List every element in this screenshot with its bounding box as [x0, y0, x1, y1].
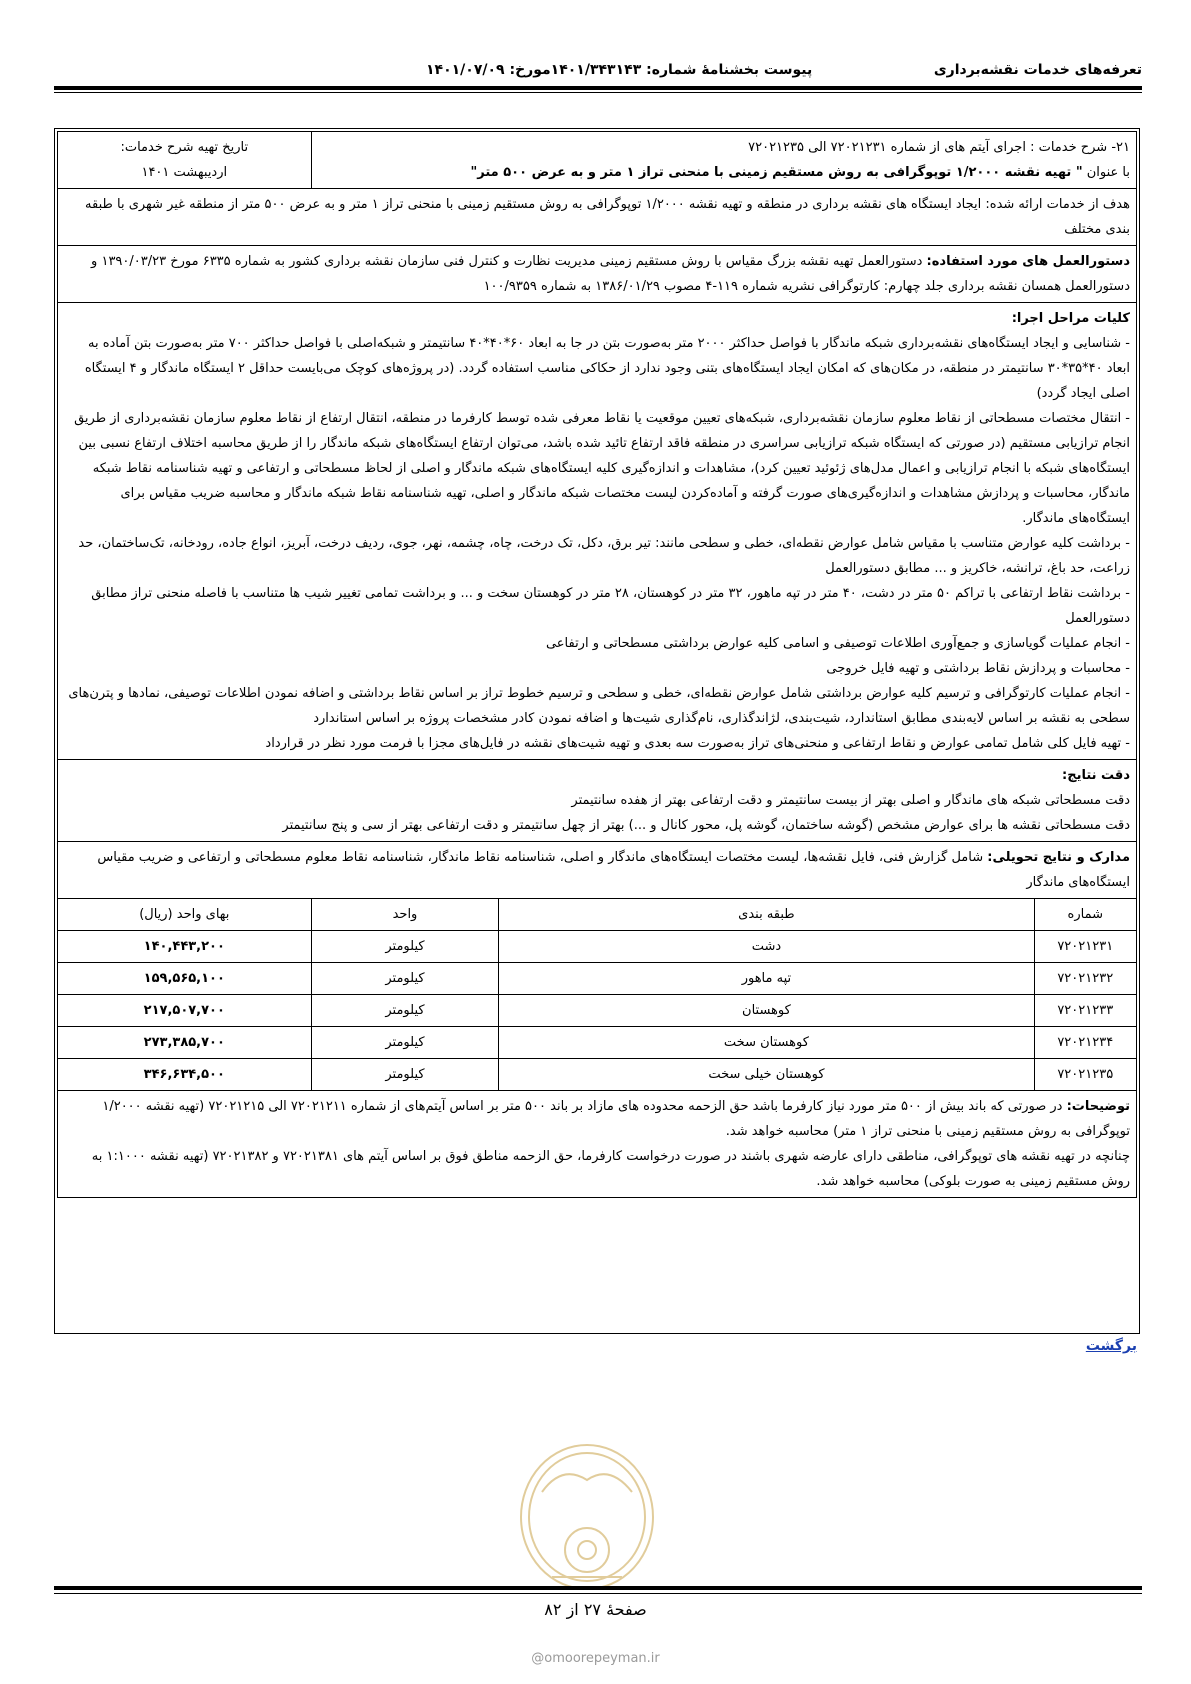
- notes-row: [58, 1091, 1137, 1198]
- tariff-table: [57, 131, 1137, 1198]
- step-item: - برداشت نقاط ارتفاعی با تراکم ۵۰ متر در دشت، ۴۰ متر در تپه ماهور، ۳۲ متر در کوهستان، ۲۸ متر در کوهستان سخت و ... و برداشت تمامی تغییر شیب ها متناسب با فاصله منحنی تراز مطابق دستورالعمل: [91, 586, 1130, 626]
- step-item: - تهیه فایل کلی شامل تمامی عوارض و نقاط ارتفاعی و منحنی‌های تراز به‌صورت سه بعدی و تهیه شیت‌های نقشه در فایل‌های مجزا با فرمت مورد نظر در قرارداد: [265, 736, 1130, 751]
- item-class: کوهستان خیلی سخت: [499, 1059, 1034, 1091]
- instructions-cell: [58, 246, 1137, 303]
- service-title: " تهیه نقشه ۱/۲۰۰۰ توپوگرافی به روش مستقیم زمینی با منحنی تراز ۱ متر و به عرض ۵۰۰ متر": [470, 165, 1083, 180]
- item-unit: کیلومتر: [311, 1027, 499, 1059]
- steps-title: کلیات مراحل اجرا:: [1011, 311, 1130, 326]
- service-description: [311, 132, 1136, 189]
- header-attachment: پیوست بخشنامهٔ شماره: ۱۴۰۱/۳۴۳۱۴۳مورخ: ۱۴۰۱/۰۷/۰۹: [426, 62, 813, 78]
- step-item: - انتقال مختصات مسطحاتی از نقاط معلوم سازمان نقشه‌برداری، شبکه‌های تعیین موقعیت یا نقاط معرفی شده توسط کارفرما در منطقه، انتقال ارتفاع از نقاط معلوم سازمان نقشه‌برداری از طریق انجام ترازیابی مستقیم (در صورتی که ایستگاه شبکه ترازیابی سراسری در منطقه فاقد ارتفاع تائید شده باشد، می‌توان ارتفاع ایستگاه‌های شبکه ماندگار را از طریق محاسبه اختلاف ارتفاع نسبی بین ایستگاه‌های شبکه با انجام ترازیابی و اعمال مدل‌های ژئوئید تعیین کرد)، مشاهدات و اندازه‌گیری کلیه ایستگاه‌های شبکه ماندگار و اصلی از لحاظ مسطحاتی و ارتفاعی و تهیه شناسنامه نقاط شبکه ماندگار، محاسبات و پردازش مشاهدات و اندازه‌گیری‌های صورت گرفته و آماده‌کردن لیست مختصات شبکه ماندگار و اصلی، تهیه شناسنامه نقاط شبکه ماندگار و محاسبه ضریب مقیاس برای ایستگاه‌های ماندگار.: [74, 411, 1130, 526]
- item-price: ۱۵۹,۵۶۵,۱۰۰: [58, 963, 312, 995]
- instructions-text: دستورالعمل تهیه نقشه بزرگ مقیاس با روش مستقیم زمینی مدیریت نظارت و کنترل فنی سازمان نقشه برداری کشور به شماره ۶۳۳۵ مورخ ۱۳۹۰/۰۳/۲۳ و دستورالعمل همسان نقشه برداری جلد چهارم: کارتوگرافی نشریه شماره ۱۱۹-۴ مصوب ۱۳۸۶/۰۱/۲۹ به شماره ۱۰۰/۹۳۵۹: [91, 254, 1130, 294]
- item-unit: کیلومتر: [311, 1059, 499, 1091]
- steps-cell: [58, 303, 1137, 760]
- service-line-1: ۲۱- شرح خدمات : اجرای آیتم های از شماره ۷۲۰۲۱۲۳۱ الی ۷۲۰۲۱۲۳۵: [748, 140, 1130, 155]
- notes-text-1: در صورتی که باند بیش از ۵۰۰ متر مورد نیاز کارفرما باشد حق الزحمه محدوده های مازاد بر باند ۵۰۰ متر بر اساس آیتم‌های از شماره ۷۲۰۲۱۲۱۱ الی ۷۲۰۲۱۲۱۵ (تهیه نقشه ۱/۲۰۰۰ توپوگرافی به روش مستقیم زمینی با منحنی تراز ۱ متر) محاسبه خواهد شد.: [102, 1099, 1130, 1139]
- instructions-label: دستورالعمل های مورد استفاده:: [926, 254, 1130, 269]
- accuracy-cell: [58, 760, 1137, 842]
- deliverables-label: مدارک و نتایج تحویلی:: [987, 850, 1130, 865]
- item-number: ۷۲۰۲۱۲۳۴: [1034, 1027, 1137, 1059]
- table-row: [58, 1027, 1137, 1059]
- instructions-row: [58, 246, 1137, 303]
- table-row: [58, 1059, 1137, 1091]
- step-item: - محاسبات و پردازش نقاط برداشتی و تهیه فایل خروجی: [826, 661, 1130, 676]
- service-date-label: تاریخ تهیه شرح خدمات:: [120, 140, 249, 155]
- deliverables-row: [58, 842, 1137, 899]
- header-title: تعرفه‌های خدمات نقشه‌برداری: [933, 62, 1142, 78]
- service-row: [58, 132, 1137, 189]
- item-price: ۱۴۰,۴۴۳,۲۰۰: [58, 931, 312, 963]
- item-class: تپه ماهور: [499, 963, 1034, 995]
- footer-rule-thick: [54, 1586, 1142, 1590]
- service-title-prefix: با عنوان: [1086, 165, 1130, 180]
- goal-text: هدف از خدمات ارائه شده: ایجاد ایستگاه های نقشه برداری در منطقه و تهیه نقشه ۱/۲۰۰۰ توپوگرافی به روش مستقیم زمینی با منحنی تراز ۱ متر و به عرض ۵۰۰ متر از منطقه غیر شهری با طبقه بندی مختلف: [58, 189, 1137, 246]
- item-unit: کیلومتر: [311, 963, 499, 995]
- table-row: [58, 963, 1137, 995]
- service-date-value: اردیبهشت ۱۴۰۱: [141, 165, 228, 180]
- notes-label: توضیحات:: [1066, 1099, 1130, 1114]
- item-price: ۲۷۳,۳۸۵,۷۰۰: [58, 1027, 312, 1059]
- item-number: ۷۲۰۲۱۲۳۲: [1034, 963, 1137, 995]
- item-unit: کیلومتر: [311, 931, 499, 963]
- item-unit: کیلومتر: [311, 995, 499, 1027]
- service-date-cell: [58, 132, 312, 189]
- header-class: طبقه بندی: [499, 899, 1034, 931]
- header-rule-thin: [54, 92, 1142, 93]
- accuracy-line: دقت مسطحاتی نقشه ها برای عوارض مشخص (گوشه ساختمان، گوشه پل، محور کانال و ...) بهتر از چهل سانتیمتر و دقت ارتفاعی بهتر از سی و پنج سانتیمتر: [282, 818, 1130, 833]
- goal-row: [58, 189, 1137, 246]
- footer-rule-thin: [54, 1593, 1142, 1594]
- step-item: - انجام عملیات کارتوگرافی و ترسیم کلیه عوارض برداشتی شامل عوارض نقطه‌ای، خطی و سطحی و ترسیم خطوط تراز بر اساس نقاط برداشتی و اضافه نمودن اطلاعات توصیفی، نمادها و پترن‌های سطحی به نقشه بر اساس لایه‌بندی مطابق استاندارد، شیت‌بندی، لژاندگذاری، نام‌گذاری شیت‌ها و اضافه نمودن کادر مشخصات پروژه بر اساس استاندارد: [68, 686, 1130, 726]
- page-header: [54, 58, 1142, 84]
- item-price: ۳۴۶,۶۳۴,۵۰۰: [58, 1059, 312, 1091]
- item-number: ۷۲۰۲۱۲۳۳: [1034, 995, 1137, 1027]
- steps-row: [58, 303, 1137, 760]
- notes-para-1: [64, 1094, 1130, 1144]
- deliverables-text: شامل گزارش فنی، فایل نقشه‌ها، لیست مختصات ایستگاه‌های ماندگار و اصلی، شناسنامه نقاط ماندگار، شناسنامه نقاط معلوم مسطحاتی و ارتفاعی و ضریب مقیاس ایستگاه‌های ماندگار: [97, 850, 1130, 890]
- item-class: دشت: [499, 931, 1034, 963]
- back-link[interactable]: برگشت: [1085, 1338, 1137, 1354]
- price-table-header: [58, 899, 1137, 931]
- accuracy-title: دقت نتایج:: [1062, 768, 1130, 783]
- deliverables-cell: [58, 842, 1137, 899]
- notes-cell: [58, 1091, 1137, 1198]
- seal-strokes: [521, 1445, 653, 1589]
- step-item: - برداشت کلیه عوارض متناسب با مقیاس شامل عوارض نقطه‌ای، خطی و سطحی مانند: تیر برق، دکل، تک درخت، چاه، چشمه، نهر، جوی، ردیف درخت، آبریز، انواع جاده، رودخانه، تک‌ساختمان، حد زراعت، حد باغ، ترانشه، خاکریز و ... مطابق دستورالعمل: [78, 536, 1130, 576]
- service-line-2: [318, 160, 1130, 185]
- item-price: ۲۱۷,۵۰۷,۷۰۰: [58, 995, 312, 1027]
- step-item: - انجام عملیات گویاسازی و جمع‌آوری اطلاعات توصیفی و اسامی کلیه عوارض برداشتی مسطحاتی و ارتفاعی: [545, 636, 1130, 651]
- page-number: صفحهٔ ۲۷ از ۸۲: [544, 1600, 647, 1619]
- item-number: ۷۲۰۲۱۲۳۱: [1034, 931, 1137, 963]
- table-row: [58, 931, 1137, 963]
- accuracy-line: دقت مسطحاتی شبکه های ماندگار و اصلی بهتر از بیست سانتیمتر و دقت ارتفاعی بهتر از هفده سانتیمتر: [571, 793, 1130, 808]
- step-item: - شناسایی و ایجاد ایستگاه‌های نقشه‌برداری شبکه ماندگار با فواصل حداکثر ۲۰۰۰ متر به‌صورت بتن در جا به ابعاد ۶۰*۴۰*۴۰ سانتیمتر و شبکه‌اصلی با فواصل حداکثر ۷۰۰ متر به‌صورت بتن آماده به ابعاد ۴۰*۳۵*۳۰ سانتیمتر در منطقه، در مکان‌های که امکان ایجاد ایستگاه‌های بتنی وجود ندارد از حکاکی مناسب استفاده گردد. (در پروژه‌های کوچک می‌بایست حداقل ۲ ایستگاه ماندگار و ۴ ایستگاه اصلی ایجاد گردد): [84, 336, 1130, 401]
- item-class: کوهستان سخت: [499, 1027, 1034, 1059]
- table-row: [58, 995, 1137, 1027]
- header-price: بهای واحد (ریال): [58, 899, 312, 931]
- item-number: ۷۲۰۲۱۲۳۵: [1034, 1059, 1137, 1091]
- header-number: شماره: [1034, 899, 1137, 931]
- notes-text-2: چنانچه در تهیه نقشه های توپوگرافی، مناطقی دارای عارضه شهری باشند در صورت درخواست کارفرما، حق الزحمه مناطق فوق بر اساس آیتم های ۷۲۰۲۱۳۸۱ و ۷۲۰۲۱۳۸۲ (تهیه نقشه ۱:۱۰۰۰ به روش مستقیم زمینی به صورت بلوکی) محاسبه خواهد شد.: [91, 1149, 1130, 1189]
- tariff-sheet: [54, 128, 1140, 1334]
- watermark: @omoorepeyman.ir: [531, 1651, 660, 1666]
- item-class: کوهستان: [499, 995, 1034, 1027]
- header-rule-thick: [54, 86, 1142, 90]
- header-unit: واحد: [311, 899, 499, 931]
- accuracy-row: [58, 760, 1137, 842]
